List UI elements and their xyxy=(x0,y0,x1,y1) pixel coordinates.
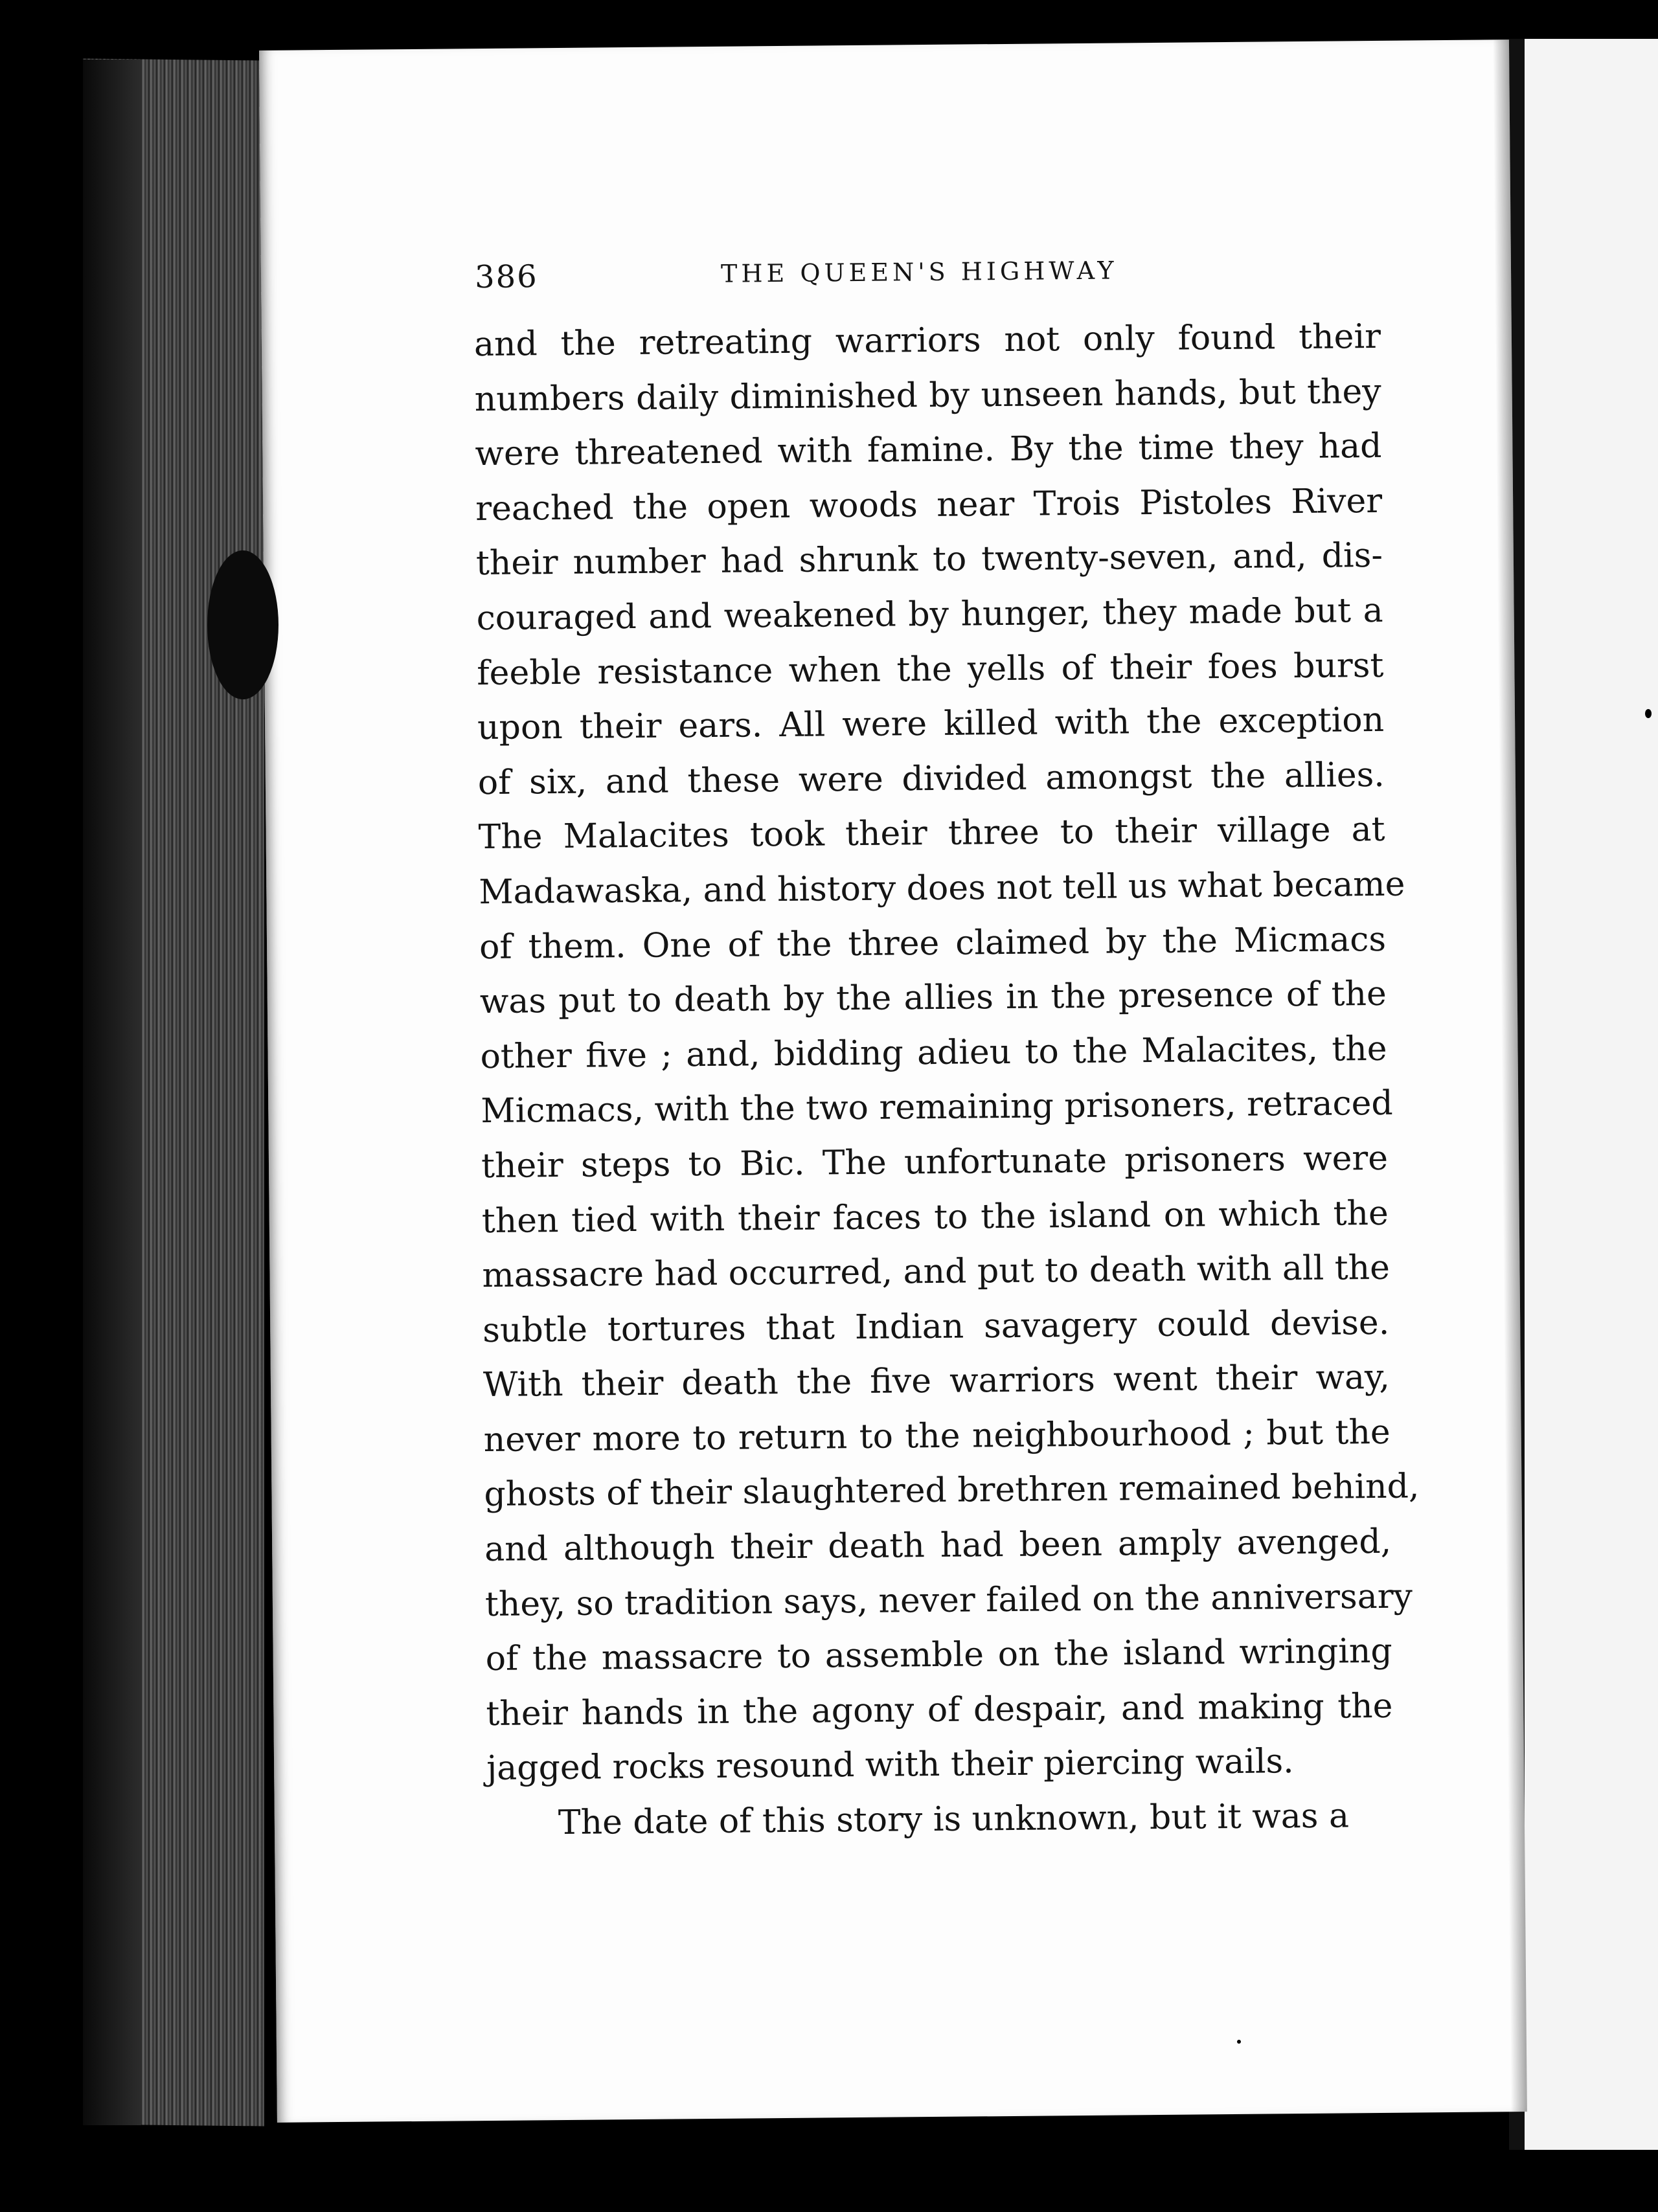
book-page xyxy=(259,40,1527,2123)
running-head: THE QUEEN'S HIGHWAY xyxy=(720,256,1118,288)
text-line: numbers daily diminished by unseen hands, but they xyxy=(474,372,1381,419)
text-line: jagged rocks resound with their piercing wails. xyxy=(486,1742,1294,1789)
text-line: With their death the five warriors went their way, xyxy=(483,1358,1391,1405)
text-line: feeble resistance when the yells of their foes burst xyxy=(477,646,1384,693)
text-line: The Malacites took their three to their village at xyxy=(478,810,1385,857)
text-line: their hands in the agony of despair, and making the xyxy=(486,1686,1393,1733)
text-line: couraged and weakened by hunger, they made but a xyxy=(476,591,1383,638)
scan-speck xyxy=(1237,2040,1241,2044)
text-line: Micmacs, with the two remaining prisoners, retraced xyxy=(481,1084,1393,1131)
facing-page-edge xyxy=(1509,39,1658,2150)
binding-blot xyxy=(207,550,278,699)
text-line: massacre had occurred, and put to death with all the xyxy=(482,1248,1391,1296)
text-line: The date of this story is unknown, but it was a xyxy=(558,1796,1350,1843)
text-line: reached the open woods near Trois Pistoles River xyxy=(475,481,1383,528)
text-line: other five ; and, bidding adieu to the Malacites, the xyxy=(480,1029,1387,1076)
page-header xyxy=(474,251,1427,296)
text-line: of six, and these were divided amongst the allies. xyxy=(477,755,1385,802)
text-line: and although their death had been amply avenged, xyxy=(484,1522,1392,1570)
text-line: subtle tortures that Indian savagery could devise. xyxy=(483,1303,1390,1350)
text-line: they, so tradition says, never failed on the anniversary xyxy=(484,1577,1413,1624)
book-edge-shadow xyxy=(83,60,141,2125)
page-number: 386 xyxy=(474,258,538,296)
text-line: was put to death by the allies in the presence of the xyxy=(479,974,1387,1022)
text-line: upon their ears. All were killed with the exception xyxy=(477,701,1385,748)
text-line: their number had shrunk to twenty-seven, and, dis- xyxy=(475,536,1383,583)
text-line: ghosts of their slaughtered brethren remained behind, xyxy=(484,1467,1420,1515)
text-line: of the massacre to assemble on the island wringing xyxy=(485,1632,1392,1679)
text-line: Madawaska, and history does not tell us what became xyxy=(479,864,1405,912)
text-line: were threatened with famine. By the time they had xyxy=(475,427,1382,474)
text-line: of them. One of the three claimed by the Micmacs xyxy=(479,920,1387,967)
text-line: their steps to Bic. The unfortunate prisoners were xyxy=(481,1138,1389,1186)
scan-speck xyxy=(1645,709,1652,718)
body-text xyxy=(473,310,1420,1851)
text-line: never more to return to the neighbourhood ; but the xyxy=(483,1412,1391,1460)
text-line: then tied with their faces to the island on which the xyxy=(481,1193,1389,1241)
text-line: and the retreating warriors not only found their xyxy=(473,317,1381,365)
scan-speck xyxy=(1402,19,1407,25)
